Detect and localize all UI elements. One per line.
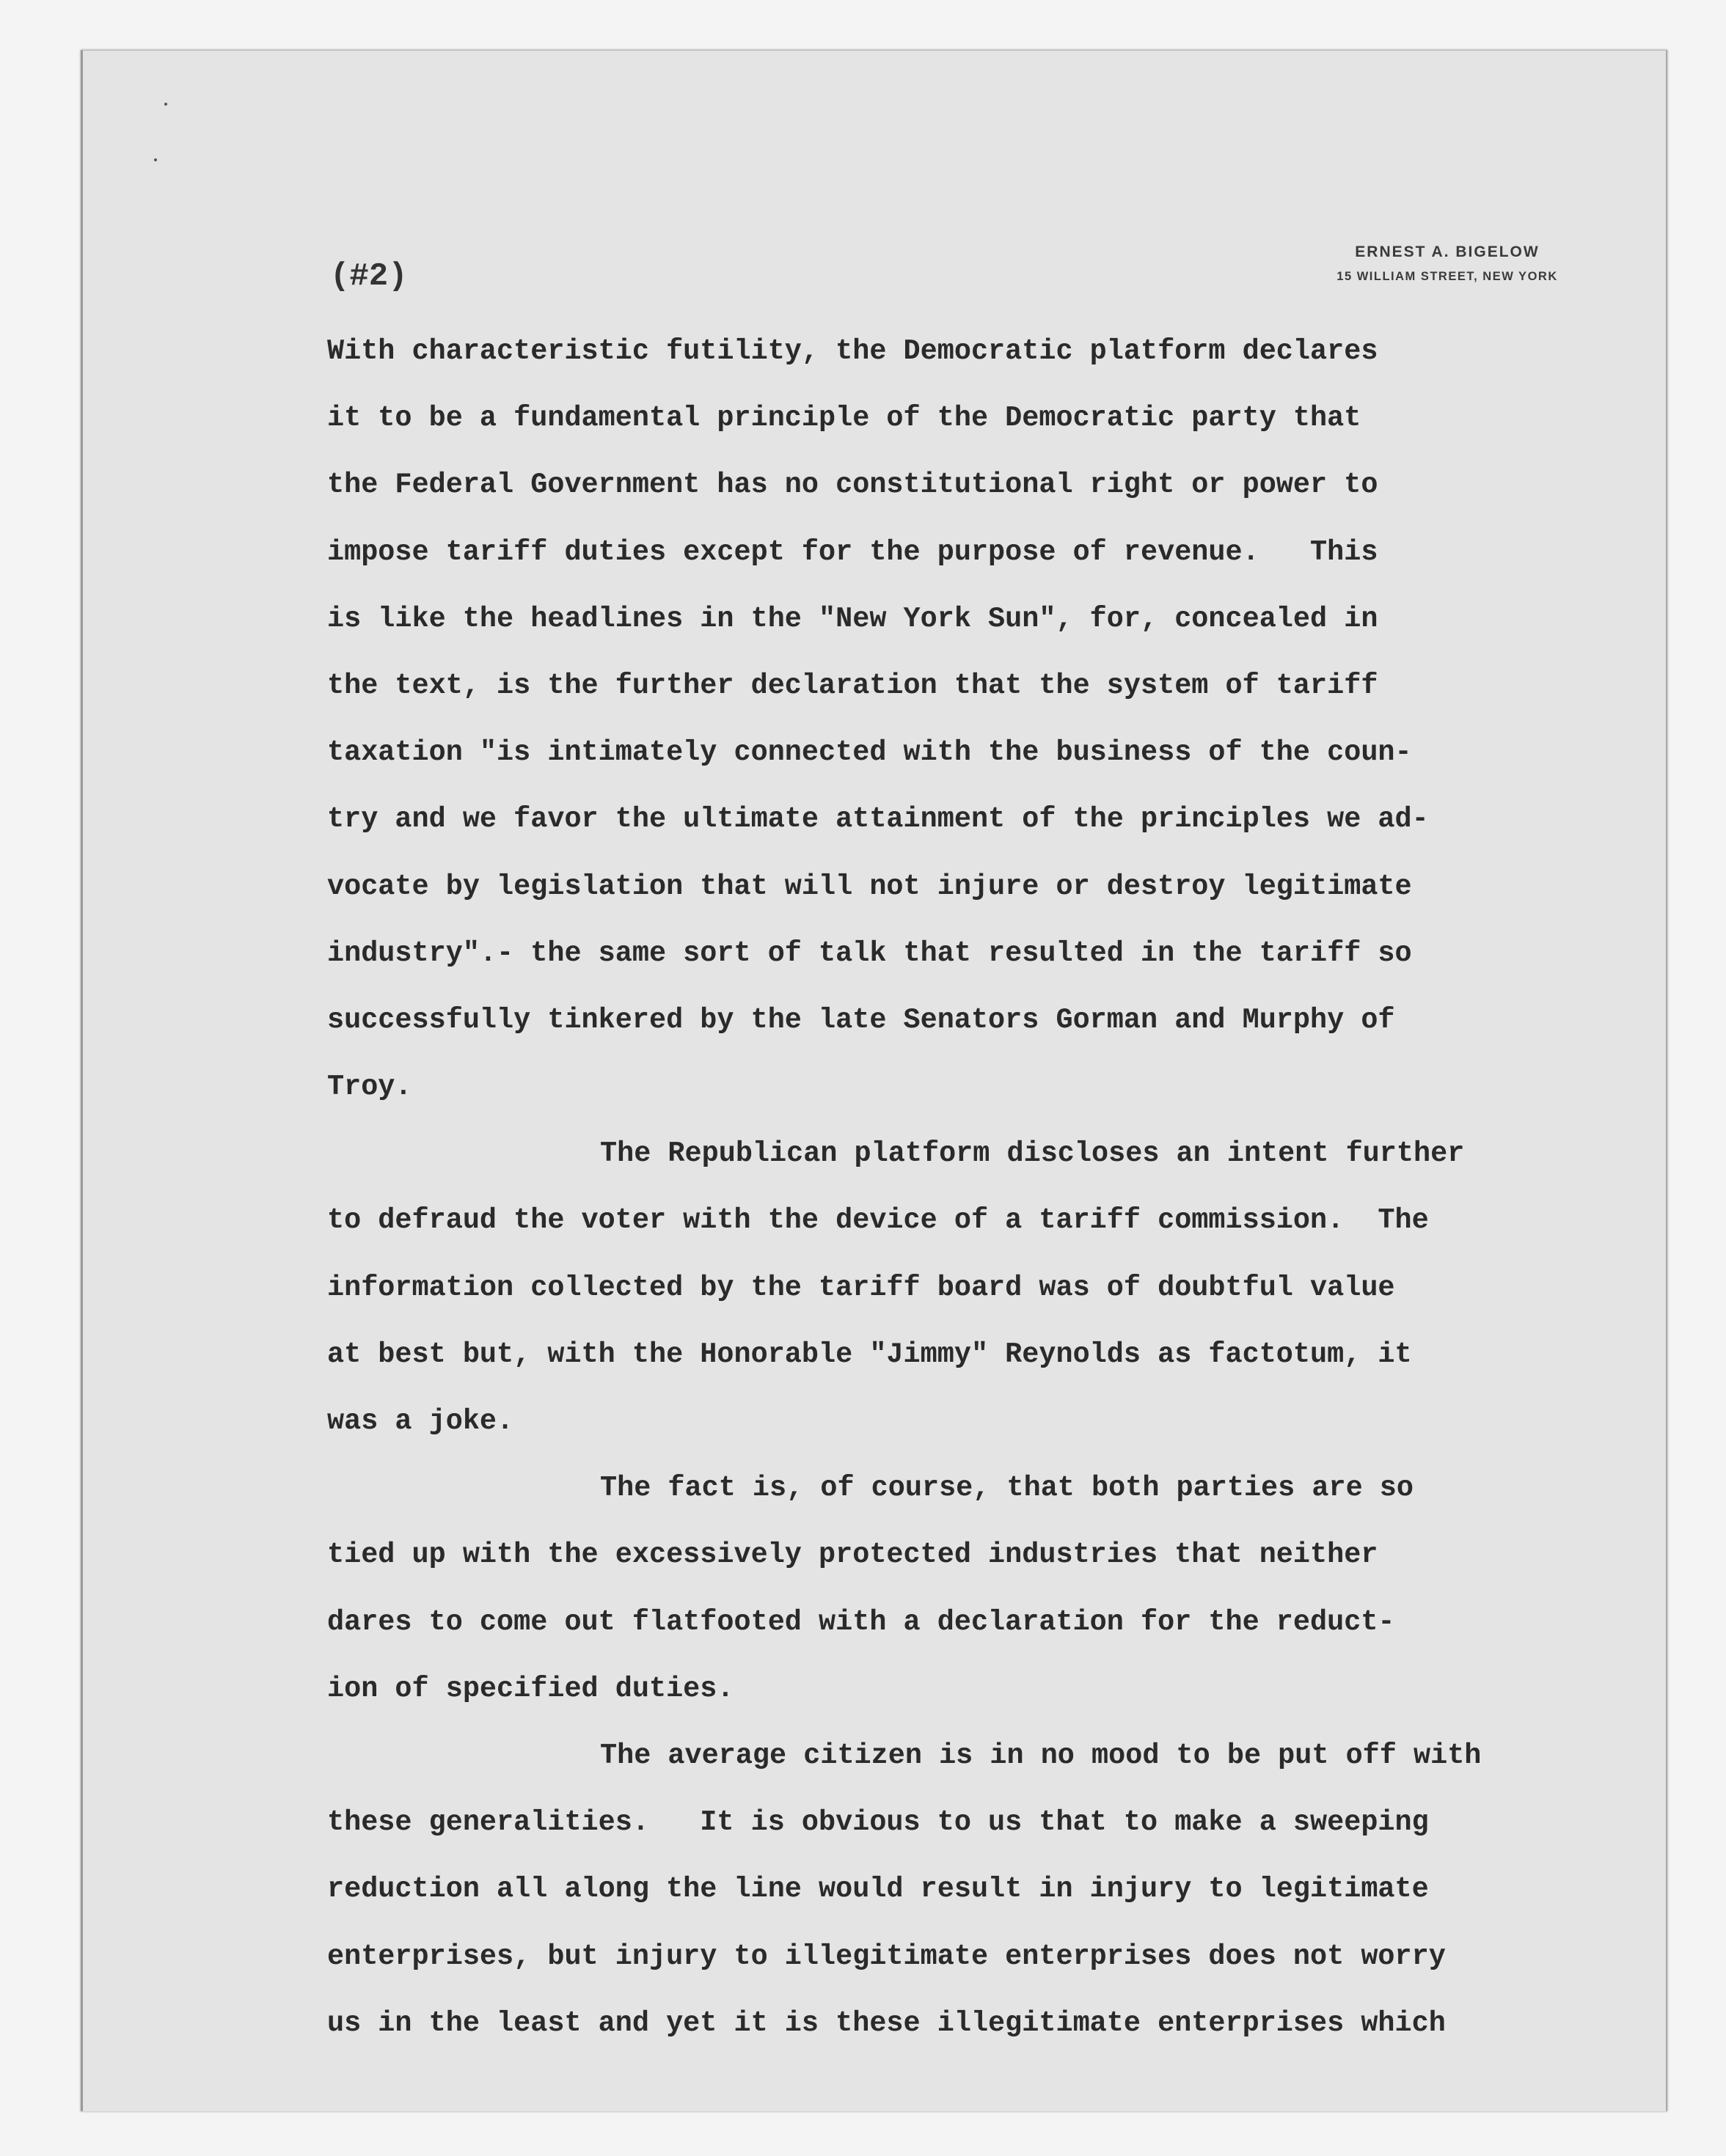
text-line: dares to come out flatfooted with a declaration for the reduct- <box>327 1605 1395 1638</box>
scan-speck <box>154 158 157 161</box>
body-text <box>327 333 1640 2072</box>
text-line: was a joke. <box>327 1405 514 1437</box>
text-line: enterprises, but injury to illegitimate enterprises does not worry <box>327 1940 1446 1973</box>
text-line: us in the least and yet it is these illegitimate enterprises which <box>327 2006 1446 2039</box>
text-line: the Federal Government has no constitutional right or power to <box>327 469 1378 502</box>
text-line: these generalities. It is obvious to us that to make a sweeping <box>327 1806 1429 1839</box>
text-line: The Republican platform discloses an intent further <box>600 1137 1465 1170</box>
text-line: vocate by legislation that will not injure or destroy legitimate <box>327 870 1412 903</box>
document-page <box>81 50 1667 2111</box>
text-line: to defraud the voter with the device of a tariff commission. The <box>327 1204 1429 1237</box>
text-line: is like the headlines in the "New York Sun", for, concealed in <box>327 602 1378 635</box>
text-line: try and we favor the ultimate attainment of the principles we ad- <box>327 803 1429 836</box>
text-line: ion of specified duties. <box>327 1672 734 1705</box>
text-line: With characteristic futility, the Democratic platform declares <box>327 335 1378 367</box>
text-line: it to be a fundamental principle of the Democratic party that <box>327 402 1361 435</box>
text-line: successfully tinkered by the late Senators Gorman and Murphy of <box>327 1003 1395 1036</box>
text-line: The fact is, of course, that both parties are so <box>600 1472 1414 1505</box>
text-line: Troy. <box>327 1071 412 1104</box>
text-line: taxation "is intimately connected with the business of the coun- <box>327 736 1412 769</box>
letterhead-address: 15 WILLIAM STREET, NEW YORK <box>1336 270 1558 283</box>
letterhead <box>1286 244 1609 283</box>
text-line: impose tariff duties except for the purpose of revenue. This <box>327 535 1378 568</box>
text-line: tied up with the excessively protected industries that neither <box>327 1539 1378 1572</box>
text-line: at best but, with the Honorable "Jimmy" Reynolds as factotum, it <box>327 1338 1412 1371</box>
scan-speck <box>164 103 167 106</box>
text-line: The average citizen is in no mood to be put off with <box>600 1739 1482 1772</box>
letterhead-name: ERNEST A. BIGELOW <box>1355 243 1540 260</box>
text-line: industry".- the same sort of talk that resulted in the tariff so <box>327 936 1412 969</box>
text-line: information collected by the tariff board was of doubtful value <box>327 1271 1395 1304</box>
text-line: reduction all along the line would result in injury to legitimate <box>327 1873 1429 1906</box>
page-number: (#2) <box>330 258 408 295</box>
text-line: the text, is the further declaration that the system of tariff <box>327 669 1378 702</box>
